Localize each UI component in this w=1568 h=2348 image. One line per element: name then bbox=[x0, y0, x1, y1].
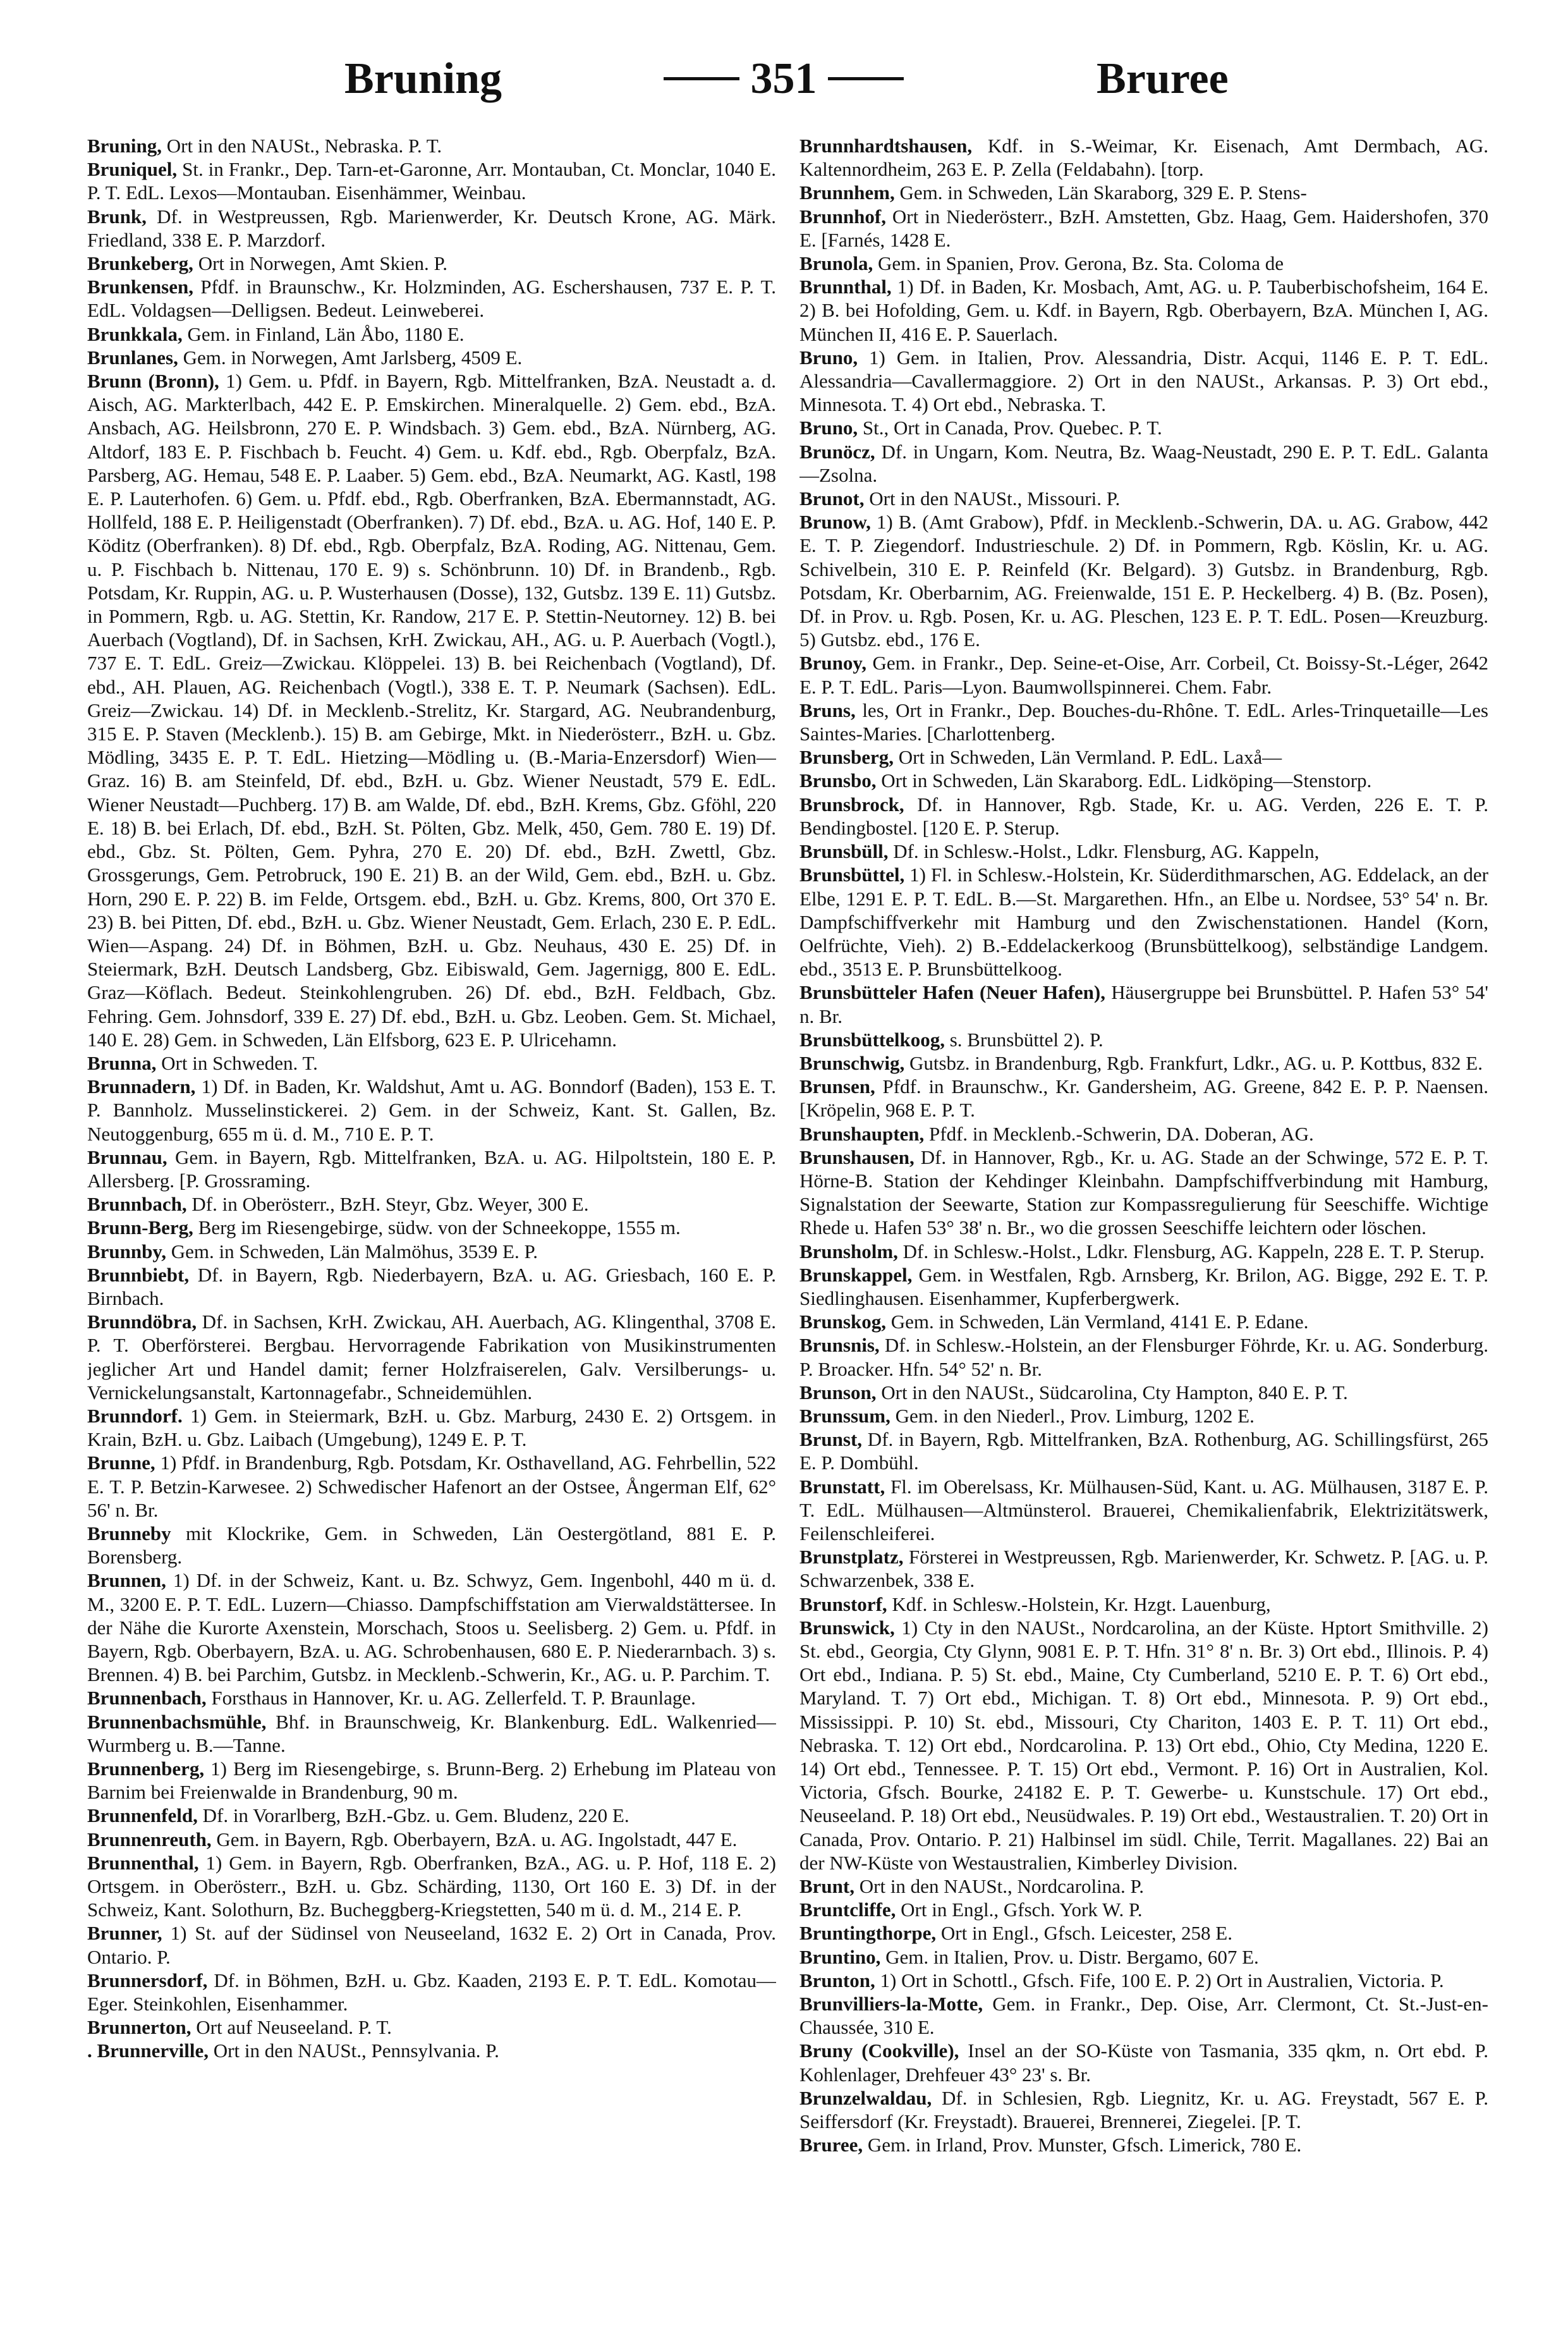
entry-text: Df. in Westpreussen, Rgb. Marienwerder, Kr. Deutsch Krone, AG. Märk. Friedland, 338 E. P. Marzdorf. bbox=[87, 205, 776, 251]
entry-text: 1) Cty in den NAUSt., Nordcarolina, an der Küste. Hptort Smithville. 2) St. ebd., Georgia, Cty Glynn, 9081 E. P. T. Hfn. 31° 8' n. Br. 3) Ort ebd., Illinois. P. 4) Ort ebd., Indiana. P. 5) St. ebd., Maine, Cty Cumberland, 5210 E. P. T. 6) Ort ebd., Maryland. T. 7) Ort ebd., Michigan. T. 8) Ort ebd., Minnesota. P. 9) Ort ebd., Mississippi. P. 10) St. ebd., Missouri, Cty Chariton, 1403 E. P. T. 11) Ort ebd., Nebraska. T. 12) Ort ebd., Nordcarolina. P. 13) Ort ebd., Ohio, Cty Medina, 1220 E. 14) Ort ebd., Tennessee. P. T. 15) Ort ebd., Vermont. P. 16) Ort in Australien, Kol. Victoria, Gfsch. Bourke, 24182 E. P. T. Gewerbe- u. Kunstschule. 17) Ort ebd., Neuseeland. P. 18) Ort ebd., Neusüdwales. P. 19) Ort ebd., Westaustralien. T. 20) Ort in Canada, Prov. Ontario. P. 21) Halbinsel im südl. Chile, Territ. Magallanes. 22) Bai an der NW-Küste von Westaustralien, Kimberley Division. bbox=[799, 1616, 1488, 1874]
gazetteer-entry bbox=[799, 699, 1488, 745]
entry-headword: Brunsnis, bbox=[799, 1334, 880, 1357]
entry-text: 1) Ort in Schottl., Gfsch. Fife, 100 E. P. 2) Ort in Australien, Victoria. P. bbox=[875, 1969, 1444, 1991]
entry-headword: . Brunnerville, bbox=[87, 2039, 209, 2062]
gazetteer-entry bbox=[799, 1945, 1488, 1969]
gazetteer-entry bbox=[799, 1616, 1488, 1874]
entry-text: Ort in Norwegen, Amt Skien. P. bbox=[193, 252, 448, 275]
entry-headword: Brunsbütteler Hafen (Neuer Hafen), bbox=[799, 981, 1105, 1004]
entry-headword: Brunnenbach, bbox=[87, 1687, 207, 1709]
entry-headword: Brunskappel, bbox=[799, 1263, 913, 1286]
entry-text: 1) Gem. u. Pfdf. in Bayern, Rgb. Mittelfranken, BzA. Neustadt a. d. Aisch, AG. Markterlbach, 442 E. P. Emskirchen. Mineralquelle. 2) Gem. ebd., BzA. Ansbach, AG. Heilsbronn, 270 E. P. Windsbach. 3) Gem. ebd., BzA. Nürnberg, AG. Altdorf, 183 E. P. Fischbach b. Feucht. 4) Gem. u. Kdf. ebd., Rgb. Oberpfalz, BzA. Parsberg, AG. Hemau, 548 E. P. Laaber. 5) Gem. ebd., BzA. Neumarkt, AG. Kastl, 198 E. P. Lauterhofen. 6) Gem. u. Pfdf. ebd., Rgb. Oberfranken, BzA. Ebermannstadt, AG. Hollfeld, 188 E. P. Heiligenstadt (Oberfranken). 7) Df. ebd., BzA. u. AG. Hof, 140 E. P. Köditz (Oberfranken). 8) Df. ebd., Rgb. Oberpfalz, BzA. Roding, AG. Nittenau, Gem. u. P. Fischbach b. Nittenau, 170 E. 9) s. Schönbrunn. 10) Df. in Brandenb., Rgb. Potsdam, Kr. Ruppin, AG. u. P. Wusterhausen (Dosse), 132, Gutsbz. 139 E. 11) Gutsbz. in Pommern, Rgb. u. AG. Stettin, Kr. Randow, 217 E. P. Stettin-Neutorney. 12) B. bei Auerbach (Vogtland), Df. in Sachsen, KrH. Zwickau, AH., AG. u. P. Auerbach (Vogtl.), 737 E. T. EdL. Greiz—Zwickau. Klöppelei. 13) B. bei Reichenbach (Vogtland), Df. ebd., AH. Plauen, AG. Reichenbach (Vogtl.), 338 E. T. P. Neumark (Sachsen). EdL. Greiz—Zwickau. 14) Df. in Mecklenb.-Strelitz, Kr. Stargard, AG. Neubrandenburg, 315 E. P. Staven (Mecklenb.). 15) B. am Gebirge, Mkt. in Niederösterr., BzH. u. Gbz. Mödling, 3435 E. P. T. EdL. Hietzing—Mödling u. (B.-Maria-Enzersdorf) Wien—Graz. 16) B. am Steinfeld, Df. ebd., BzH. u. Gbz. Wiener Neustadt, 579 E. EdL. Wiener Neustadt—Puchberg. 17) B. am Walde, Df. ebd., BzH. Krems, Gbz. Gföhl, 220 E. 18) B. bei Erlach, Df. ebd., BzH. St. Pölten, Gbz. Melk, 450, Gem. 780 E. 19) Df. ebd., Gbz. St. Pölten, Gem. Pyhra, 270 E. 20) Df. ebd., BzH. Zwettl, Gbz. Grossgerungs, Gem. Petrobruck, 190 E. 21) B. an der Wild, Gem. ebd., BzH. u. Gbz. Horn, 290 E. P. 22) B. im Felde, Ortsgem. ebd., BzH. u. Gbz. Krems, 800, Ort 370 E. 23) B. bei Pitten, Df. ebd., BzH. u. Gbz. Wiener Neustadt, Gem. Erlach, 230 E. P. EdL. Wien—Aspang. 24) Df. in Böhmen, BzH. u. Gbz. Neuhaus, 430 E. 25) Df. in Steiermark, BzH. Deutsch Landsberg, Gbz. Eibiswald, Gem. Jagernigg, 800 E. EdL. Graz—Köflach. Bedeut. Steinkohlengruben. 26) Df. ebd., BzH. Feldbach, Gbz. Fehring. Gem. Johnsdorf, 339 E. 27) Df. ebd., BzH. u. Gbz. Leoben. Gem. St. Michael, 140 E. 28) Gem. in Schweden, Län Elfsborg, 623 E. P. Ulricehamn. bbox=[87, 370, 776, 1051]
gazetteer-entry bbox=[87, 1686, 776, 1709]
entry-text: Ort in den NAUSt., Missouri. P. bbox=[864, 487, 1121, 510]
entry-text: 1) Df. in Baden, Kr. Waldshut, Amt u. AG. Bonndorf (Baden), 153 E. T. P. Bannholz. Musselinstickerei. 2) Gem. in der Schweiz, Kant. St. Gallen, Bz. Neutoggenburg, 655 m ü. d. M., 710 E. P. T. bbox=[87, 1075, 776, 1145]
entry-text: Gem. in den Niederl., Prov. Limburg, 1202 E. bbox=[890, 1404, 1255, 1427]
entry-headword: Brunne, bbox=[87, 1452, 155, 1474]
gazetteer-entry bbox=[799, 840, 1488, 863]
gazetteer-entry bbox=[799, 2086, 1488, 2133]
entry-text: Gem. in Westfalen, Rgb. Arnsberg, Kr. Brilon, AG. Bigge, 292 E. T. P. Siedlinghausen. Eisenhammer, Kupferbergwerk. bbox=[799, 1263, 1488, 1309]
entry-text: Df. in Ungarn, Kom. Neutra, Bz. Waag-Neustadt, 290 E. P. T. EdL. Galanta—Zsolna. bbox=[799, 440, 1488, 486]
entry-headword: Brunn (Bronn), bbox=[87, 370, 219, 393]
gazetteer-entry bbox=[799, 1898, 1488, 1921]
gazetteer-entry bbox=[799, 2039, 1488, 2086]
gazetteer-entry bbox=[799, 2133, 1488, 2156]
entry-headword: Brunndöbra, bbox=[87, 1311, 197, 1333]
entry-text: Insel an der SO-Küste von Tasmania, 335 qkm, n. Ort ebd. P. Kohlenlager, Drehfeuer 43° 23' s. Br. bbox=[799, 2039, 1488, 2086]
entry-headword: Brunnthal, bbox=[799, 276, 892, 298]
entry-text: Ort auf Neuseeland. P. T. bbox=[191, 2016, 392, 2039]
entry-headword: Brunner, bbox=[87, 1922, 162, 1945]
entry-headword: Brunnhardtshausen, bbox=[799, 135, 973, 157]
gazetteer-entry bbox=[87, 1146, 776, 1192]
gazetteer-entry bbox=[87, 1075, 776, 1146]
gazetteer-entry bbox=[799, 416, 1488, 439]
left-column bbox=[87, 134, 776, 2309]
header-right-word: Bruree bbox=[1097, 54, 1229, 103]
gazetteer-entry bbox=[799, 205, 1488, 252]
page-header bbox=[0, 44, 1568, 114]
entry-text: Df. in Hannover, Rgb. Stade, Kr. u. AG. Verden, 226 E. T. P. Bendingbostel. [120 E. P. Sterup. bbox=[799, 793, 1488, 839]
entry-text: Gem. in Schweden, Län Malmöhus, 3539 E. P. bbox=[166, 1240, 538, 1263]
gazetteer-entry bbox=[799, 1263, 1488, 1310]
entry-text: Ort in Engl., Gfsch. Leicester, 258 E. bbox=[936, 1922, 1232, 1945]
entry-headword: Brunneby bbox=[87, 1522, 171, 1544]
entry-headword: Bruniquel, bbox=[87, 158, 178, 181]
entry-headword: Brunkensen, bbox=[87, 276, 193, 298]
entry-headword: Brunkeberg, bbox=[87, 252, 193, 275]
entry-headword: Brunn-Berg, bbox=[87, 1216, 193, 1239]
entry-headword: Brunstorf, bbox=[799, 1593, 887, 1615]
entry-text: Kdf. in Schlesw.-Holstein, Kr. Hzgt. Lauenburg, bbox=[887, 1593, 1271, 1615]
gazetteer-entry bbox=[87, 157, 776, 204]
entry-text: Bhf. in Braunschweig, Kr. Blankenburg. EdL. Walkenried—Wurmberg u. B.—Tanne. bbox=[87, 1710, 776, 1756]
entry-headword: Brunstatt, bbox=[799, 1475, 885, 1498]
entry-text: Df. in Böhmen, BzH. u. Gbz. Kaaden, 2193 E. P. T. EdL. Komotau—Eger. Steinkohlen, Eisenhammer. bbox=[87, 1969, 776, 2015]
entry-text: Df. in Oberösterr., BzH. Steyr, Gbz. Weyer, 300 E. bbox=[186, 1193, 589, 1216]
gazetteer-entry bbox=[799, 1545, 1488, 1592]
gazetteer-entry bbox=[87, 1216, 776, 1239]
entry-text: 1) Pfdf. in Brandenburg, Rgb. Potsdam, Kr. Osthavelland, AG. Fehrbellin, 522 E. T. P. Betzin-Karwesee. 2) Schwedischer Hafenort an der Ostsee, Ångerman Elf, 62° 56' n. Br. bbox=[87, 1452, 776, 1521]
entry-text: Ort in Schweden. T. bbox=[156, 1051, 318, 1074]
gazetteer-entry bbox=[799, 1028, 1488, 1051]
entry-headword: Brunkkala, bbox=[87, 322, 183, 345]
entry-headword: Bruntingthorpe, bbox=[799, 1922, 937, 1945]
gazetteer-entry bbox=[799, 1075, 1488, 1122]
entry-headword: Brunnenfeld, bbox=[87, 1804, 198, 1827]
entry-text: Ort in Niederösterr., BzH. Amstetten, Gbz. Haag, Gem. Haidershofen, 370 E. [Farnés, 1428 E. bbox=[799, 205, 1488, 251]
entry-headword: Bruno, bbox=[799, 346, 858, 369]
entry-text: 1) Berg im Riesengebirge, s. Brunn-Berg. 2) Erhebung im Plateau von Barnim bei Freienwalde in Brandenburg, 90 m. bbox=[87, 1758, 776, 1804]
entry-headword: Brunnen, bbox=[87, 1569, 166, 1592]
gazetteer-entry bbox=[799, 1146, 1488, 1240]
gazetteer-entry bbox=[799, 1992, 1488, 2039]
entry-text: Df. in Schlesw.-Holst., Ldkr. Flensburg, AG. Kappeln, 228 E. T. P. Sterup. bbox=[897, 1240, 1485, 1263]
entry-headword: Brunnenberg, bbox=[87, 1758, 205, 1780]
entry-headword: Brunzelwaldau, bbox=[799, 2086, 932, 2109]
entry-headword: Brunola, bbox=[799, 252, 873, 275]
right-column bbox=[799, 134, 1488, 2309]
entry-headword: Brunsen, bbox=[799, 1075, 875, 1098]
entry-text: Gem. in Italien, Prov. u. Distr. Bergamo, 607 E. bbox=[880, 1945, 1259, 1968]
gazetteer-entry bbox=[799, 793, 1488, 840]
entry-text: Ort in Schweden, Län Skaraborg. EdL. Lidköping—Stenstorp. bbox=[876, 769, 1372, 792]
entry-headword: Brunöcz, bbox=[799, 440, 875, 463]
entry-text: s. Brunsbüttel 2). P. bbox=[944, 1028, 1103, 1051]
header-dash-left bbox=[664, 77, 739, 80]
entry-headword: Brunvilliers-la-Motte, bbox=[799, 1993, 983, 2015]
entry-headword: Brunsberg, bbox=[799, 746, 894, 769]
entry-headword: Brunst, bbox=[799, 1428, 863, 1451]
gazetteer-entry bbox=[799, 651, 1488, 698]
gazetteer-entry bbox=[799, 1874, 1488, 1898]
entry-text: Ort in den NAUSt., Südcarolina, Cty Hampton, 840 E. P. T. bbox=[876, 1381, 1348, 1403]
gazetteer-entry bbox=[799, 252, 1488, 275]
gazetteer-entry bbox=[87, 1404, 776, 1451]
entry-text: Pfdf. in Mecklenb.-Schwerin, DA. Doberan, AG. bbox=[924, 1122, 1314, 1145]
entry-text: Kdf. in S.-Weimar, Kr. Eisenach, Amt Dermbach, AG. Kaltennordheim, 263 E. P. Zella (Feldabahn). [torp. bbox=[799, 135, 1488, 181]
gazetteer-entry bbox=[87, 1757, 776, 1804]
entry-text: Df. in Vorarlberg, BzH.-Gbz. u. Gem. Bludenz, 220 E. bbox=[197, 1804, 629, 1827]
entry-text: Gem. in Finland, Län Åbo, 1180 E. bbox=[182, 322, 465, 345]
entry-text: Df. in Schlesw.-Holst., Ldkr. Flensburg, AG. Kappeln, bbox=[888, 840, 1320, 863]
gazetteer-entry bbox=[87, 1240, 776, 1263]
entry-headword: Brunson, bbox=[799, 1381, 877, 1403]
entry-headword: Brunstplatz, bbox=[799, 1546, 904, 1568]
gazetteer-entry bbox=[87, 1969, 776, 2015]
entry-text: 1) Fl. in Schlesw.-Holstein, Kr. Süderdithmarschen, AG. Eddelack, an der Elbe, 1291 E. P. T. EdL. B.—St. Margarethen. Hfn., an Elbe u. Nordsee, 53° 54' n. Br. Dampfschiffverkehr mit Hamburg und den Zwischenstationen. Handel (Korn, Oelfrüchte, Vieh). 2) B.-Eddelackerkoog (Brunsbüttelkoog), selbständige Landgem. ebd., 3513 E. P. Brunsbüttelkoog. bbox=[799, 864, 1488, 981]
entry-text: Pfdf. in Braunschw., Kr. Gandersheim, AG. Greene, 842 E. P. P. Naensen. [Kröpelin, 968 E. P. T. bbox=[799, 1075, 1488, 1122]
gazetteer-entry bbox=[87, 2015, 776, 2039]
entry-headword: Brunnau, bbox=[87, 1146, 167, 1168]
gazetteer-entry bbox=[799, 1240, 1488, 1263]
entry-headword: Bruny (Cookville), bbox=[799, 2039, 959, 2062]
entry-text: Ort in Schweden, Län Vermland. P. EdL. Laxå— bbox=[894, 746, 1282, 769]
gazetteer-entry bbox=[799, 510, 1488, 651]
entry-text: Df. in Schlesw.-Holstein, an der Flensburger Föhrde, Kr. u. AG. Sonderburg. P. Broacker. Hfn. 54° 52' n. Br. bbox=[799, 1334, 1488, 1380]
entry-headword: Bruno, bbox=[799, 417, 858, 439]
entry-headword: Brunton, bbox=[799, 1969, 875, 1991]
entry-headword: Brunssum, bbox=[799, 1404, 890, 1427]
entry-headword: Brunndorf. bbox=[87, 1404, 183, 1427]
gazetteer-entry bbox=[799, 1428, 1488, 1474]
entry-headword: Brunnhof, bbox=[799, 205, 886, 228]
gazetteer-entry bbox=[87, 1522, 776, 1568]
entry-headword: Brunna, bbox=[87, 1051, 157, 1074]
entry-headword: Brunot, bbox=[799, 487, 865, 510]
entry-text: St. in Frankr., Dep. Tarn-et-Garonne, Arr. Montauban, Ct. Monclar, 1040 E. P. T. EdL. Lexos—Montauban. Eisenhämmer, Weinbau. bbox=[87, 158, 776, 204]
entry-headword: Brunsbrock, bbox=[799, 793, 904, 816]
entry-headword: Brunnadern, bbox=[87, 1075, 196, 1098]
entry-headword: Bruning, bbox=[87, 135, 162, 157]
gazetteer-entry bbox=[799, 1310, 1488, 1333]
entry-text: 1) Df. in der Schweiz, Kant. u. Bz. Schwyz, Gem. Ingenbohl, 440 m ü. d. M., 3200 E. P. T. EdL. Luzern—Chiasso. Dampfschiffstation am Vierwaldstättersee. In der Nähe die Kurorte Axenstein, Morschach, Stoos u. Seelisberg. 2) Gem. u. Pfdf. in Bayern, Rgb. Oberbayern, BzA. u. AG. Schrobenhausen, 680 E. P. Niederarnbach. 3) s. Brennen. 4) B. bei Parchim, Gutsbz. in Mecklenb.-Schwerin, Kr., AG. u. P. Parchim. T. bbox=[87, 1569, 776, 1686]
entry-text: Pfdf. in Braunschw., Kr. Holzminden, AG. Eschershausen, 737 E. P. T. EdL. Voldagsen—Delligsen. Bedeut. Leinweberei. bbox=[87, 276, 776, 322]
entry-text: Gem. in Norwegen, Amt Jarlsberg, 4509 E. bbox=[178, 346, 523, 369]
entry-text: Häusergruppe bei Brunsbüttel. P. Hafen 53° 54' n. Br. bbox=[799, 981, 1488, 1027]
gazetteer-entry bbox=[87, 1051, 776, 1075]
entry-text: Gem. in Schweden, Län Vermland, 4141 E. P. Edane. bbox=[885, 1311, 1309, 1333]
entry-headword: Brunsbo, bbox=[799, 769, 877, 792]
entry-headword: Brunsbüttelkoog, bbox=[799, 1028, 945, 1051]
gazetteer-entry bbox=[799, 1593, 1488, 1616]
entry-headword: Brunshausen, bbox=[799, 1146, 915, 1168]
gazetteer-entry bbox=[87, 252, 776, 275]
entry-text: 1) St. auf der Südinsel von Neuseeland, 1632 E. 2) Ort in Canada, Prov. Ontario. P. bbox=[87, 1922, 776, 1968]
entry-text: Berg im Riesengebirge, südw. von der Schneekoppe, 1555 m. bbox=[193, 1216, 681, 1239]
entry-text: Forsthaus in Hannover, Kr. u. AG. Zellerfeld. T. P. Braunlage. bbox=[206, 1687, 696, 1709]
entry-headword: Brunsbüll, bbox=[799, 840, 889, 863]
gazetteer-entry bbox=[87, 275, 776, 322]
gazetteer-entry bbox=[87, 2039, 776, 2062]
entry-text: Ort in den NAUSt., Nordcarolina. P. bbox=[854, 1875, 1145, 1898]
entry-headword: Brunshaupten, bbox=[799, 1122, 925, 1145]
gazetteer-entry bbox=[87, 1828, 776, 1851]
entry-text: Försterei in Westpreussen, Rgb. Marienwerder, Kr. Schwetz. P. [AG. u. P. Schwarzenbek, 338 E. bbox=[799, 1546, 1488, 1592]
entry-headword: Brunt, bbox=[799, 1875, 854, 1898]
entry-text: Df. in Sachsen, KrH. Zwickau, AH. Auerbach, AG. Klingenthal, 3708 E. P. T. Oberförsterei. Bergbau. Hervorragende Fabrikation von Musikinstrumenten jeglicher Art und Handel damit; ferner Holzfraiserelen, Galv. Versilberungs- u. Vernickelungsanstalt, Kartonnagefabr., Schneidemühlen. bbox=[87, 1311, 776, 1403]
entry-headword: Brunschwig, bbox=[799, 1051, 905, 1074]
gazetteer-entry bbox=[87, 1310, 776, 1404]
entry-headword: Bruns, bbox=[799, 699, 856, 721]
gazetteer-entry bbox=[799, 134, 1488, 181]
gazetteer-entry bbox=[799, 1969, 1488, 1992]
gazetteer-entry bbox=[799, 1333, 1488, 1380]
gazetteer-entry bbox=[87, 1851, 776, 1922]
gazetteer-entry bbox=[87, 1710, 776, 1757]
entry-headword: Brunsholm, bbox=[799, 1240, 898, 1263]
gazetteer-entry bbox=[87, 205, 776, 252]
gazetteer-entry bbox=[799, 346, 1488, 417]
gazetteer-entry bbox=[87, 134, 776, 157]
entry-text: mit Klockrike, Gem. in Schweden, Län Oestergötland, 881 E. P. Borensberg. bbox=[87, 1522, 776, 1568]
entry-headword: Bruntcliffe, bbox=[799, 1899, 896, 1921]
entry-text: 1) Df. in Baden, Kr. Mosbach, Amt, AG. u. P. Tauberbischofsheim, 164 E. 2) B. bei Hofolding, Gem. u. Kdf. in Bayern, Rgb. Oberbayern, BzA. München I, AG. München II, 416 E. P. Sauerlach. bbox=[799, 276, 1488, 345]
entry-text: Df. in Bayern, Rgb. Mittelfranken, BzA. Rothenburg, AG. Schillingsfürst, 265 E. P. Dombühl. bbox=[799, 1428, 1488, 1474]
entry-text: St., Ort in Canada, Prov. Quebec. P. T. bbox=[858, 417, 1162, 439]
entry-text: 1) B. (Amt Grabow), Pfdf. in Mecklenb.-Schwerin, DA. u. AG. Grabow, 442 E. T. P. Ziegendorf. Industrieschule. 2) Df. in Pommern, Rgb. Köslin, Kr. u. AG. Schivelbein, 310 E. P. Reinfeld (Kr. Belgard). 3) Gutsbz. in Brandenburg, Rgb. Potsdam, Kr. Oberbarnim, AG. Freienwalde, 151 E. P. Heckelberg. 4) B. (Bz. Posen), Df. in Prov. u. Rgb. Posen, Kr. u. AG. Pleschen, 123 E. P. T. EdL. Posen—Kreuzburg. 5) Gutsbz. ebd., 176 E. bbox=[799, 511, 1488, 651]
header-dash-right bbox=[828, 77, 904, 80]
gazetteer-entry bbox=[87, 1263, 776, 1310]
gazetteer-entry bbox=[799, 1921, 1488, 1945]
gazetteer-entry bbox=[87, 1451, 776, 1522]
entry-headword: Brunsbüttel, bbox=[799, 864, 905, 886]
gazetteer-entry bbox=[87, 322, 776, 346]
gazetteer-entry bbox=[799, 1381, 1488, 1404]
gazetteer-entry bbox=[799, 1122, 1488, 1146]
entry-headword: Brunow, bbox=[799, 511, 871, 534]
entry-headword: Brunlanes, bbox=[87, 346, 178, 369]
gazetteer-entry bbox=[799, 275, 1488, 346]
entry-text: 1) Gem. in Steiermark, BzH. u. Gbz. Marburg, 2430 E. 2) Ortsgem. in Krain, BzH. u. Gbz. Laibach (Umgebung), 1249 E. P. T. bbox=[87, 1404, 776, 1451]
gazetteer-entry bbox=[799, 769, 1488, 792]
gazetteer-entry bbox=[799, 981, 1488, 1027]
entry-text: Gem. in Irland, Prov. Munster, Gfsch. Limerick, 780 E. bbox=[863, 2134, 1302, 2156]
gazetteer-entry bbox=[799, 1051, 1488, 1075]
entry-text: Gem. in Bayern, Rgb. Mittelfranken, BzA. u. AG. Hilpoltstein, 180 E. P. Allersberg. [P. Grossraming. bbox=[87, 1146, 776, 1192]
header-left-word: Bruning bbox=[344, 54, 502, 103]
entry-text: les, Ort in Frankr., Dep. Bouches-du-Rhône. T. EdL. Arles-Trinquetaille—Les Saintes-Maries. [Charlottenberg. bbox=[799, 699, 1488, 745]
gazetteer-entry bbox=[87, 1568, 776, 1686]
entry-text: 1) Gem. in Bayern, Rgb. Oberfranken, BzA., AG. u. P. Hof, 118 E. 2) Ortsgem. in Oberösterr., BzH. u. Gbz. Schärding, 1130, Ort 160 E. 3) Df. in der Schweiz, Kant. Solothurn, Bz. Bucheggberg-Kriegstetten, 540 m ü. d. M., 214 E. P. bbox=[87, 1851, 776, 1921]
gazetteer-entry bbox=[87, 1921, 776, 1968]
entry-text: Gem. in Frankr., Dep. Seine-et-Oise, Arr. Corbeil, Ct. Boissy-St.-Léger, 2642 E. P. T. EdL. Paris—Lyon. Baumwollspinnerei. Chem. Fabr. bbox=[799, 652, 1488, 698]
entry-headword: Brunnhem, bbox=[799, 181, 895, 204]
entry-text: Gem. in Bayern, Rgb. Oberbayern, BzA. u. AG. Ingolstadt, 447 E. bbox=[211, 1828, 738, 1850]
gazetteer-entry bbox=[799, 1475, 1488, 1546]
entry-headword: Brunk, bbox=[87, 205, 147, 228]
entry-headword: Brunnbach, bbox=[87, 1193, 187, 1216]
entry-text: Df. in Hannover, Rgb., Kr. u. AG. Stade an der Schwinge, 572 E. P. T. Hörne-B. Station der Kehdinger Kleinbahn. Dampfschiffverbindung mit Hamburg, Signalstation der Seewarte, Station zur Kompassregulierung für Seeschiffe. Wichtige Rhede u. Hafen 53° 38' n. Br., wo die grossen Seeschiffe leichtern oder löschen. bbox=[799, 1146, 1488, 1239]
entry-headword: Brunswick, bbox=[799, 1616, 895, 1639]
entry-text: Gem. in Frankr., Dep. Oise, Arr. Clermont, Ct. St.-Just-en-Chaussée, 310 E. bbox=[799, 1993, 1488, 2039]
gazetteer-entry bbox=[799, 487, 1488, 510]
gazetteer-entry bbox=[87, 369, 776, 1051]
entry-text: Ort in Engl., Gfsch. York W. P. bbox=[896, 1899, 1143, 1921]
entry-headword: Brunnbiebt, bbox=[87, 1263, 190, 1286]
entry-text: Fl. im Oberelsass, Kr. Mülhausen-Süd, Kant. u. AG. Mülhausen, 3187 E. P. T. EdL. Mülhausen—Altmünsterol. Brauerei, Chemikalienfabrik, Elektrizitätswerk, Feilenschleiferei. bbox=[799, 1475, 1488, 1544]
gazetteer-entry bbox=[87, 1192, 776, 1216]
entry-text: Ort in den NAUSt., Nebraska. P. T. bbox=[162, 135, 442, 157]
entry-headword: Brunnenthal, bbox=[87, 1851, 199, 1874]
entry-headword: Brunnby, bbox=[87, 1240, 166, 1263]
gazetteer-entry bbox=[799, 745, 1488, 769]
entry-text: 1) Gem. in Italien, Prov. Alessandria, Distr. Acqui, 1146 E. P. T. EdL. Alessandria—Cavallermaggiore. 2) Ort in den NAUSt., Arkansas. P. 3) Ort ebd., Minnesota. T. 4) Ort ebd., Nebraska. T. bbox=[799, 346, 1488, 416]
entry-headword: Brunoy, bbox=[799, 652, 866, 675]
entry-text: Gem. in Schweden, Län Skaraborg, 329 E. P. Stens- bbox=[894, 181, 1307, 204]
entry-headword: Bruntino, bbox=[799, 1945, 881, 1968]
gazetteer-entry bbox=[87, 1804, 776, 1827]
entry-text: Gem. in Spanien, Prov. Gerona, Bz. Sta. Coloma de bbox=[873, 252, 1284, 275]
entry-headword: Brunnenreuth, bbox=[87, 1828, 212, 1850]
entry-text: Gutsbz. in Brandenburg, Rgb. Frankfurt, Ldkr., AG. u. P. Kottbus, 832 E. bbox=[904, 1051, 1483, 1074]
entry-text: Df. in Bayern, Rgb. Niederbayern, BzA. u. AG. Griesbach, 160 E. P. Birnbach. bbox=[87, 1263, 776, 1309]
entry-headword: Brunnersdorf, bbox=[87, 1969, 208, 1991]
gazetteer-entry bbox=[87, 346, 776, 369]
entry-text: Ort in den NAUSt., Pennsylvania. P. bbox=[209, 2039, 499, 2062]
entry-headword: Bruree, bbox=[799, 2134, 863, 2156]
gazetteer-entry bbox=[799, 863, 1488, 981]
entry-text: Df. in Schlesien, Rgb. Liegnitz, Kr. u. AG. Freystadt, 567 E. P. Seiffersdorf (Kr. Freystadt). Brauerei, Brennerei, Ziegelei. [P. T. bbox=[799, 2086, 1488, 2133]
gazetteer-entry bbox=[799, 1404, 1488, 1428]
page-number: 351 bbox=[750, 54, 817, 103]
entry-headword: Brunnerton, bbox=[87, 2016, 191, 2039]
gazetteer-entry bbox=[799, 440, 1488, 487]
gazetteer-entry bbox=[799, 181, 1488, 204]
entry-headword: Brunnenbachsmühle, bbox=[87, 1710, 267, 1733]
entry-headword: Brunskog, bbox=[799, 1311, 886, 1333]
